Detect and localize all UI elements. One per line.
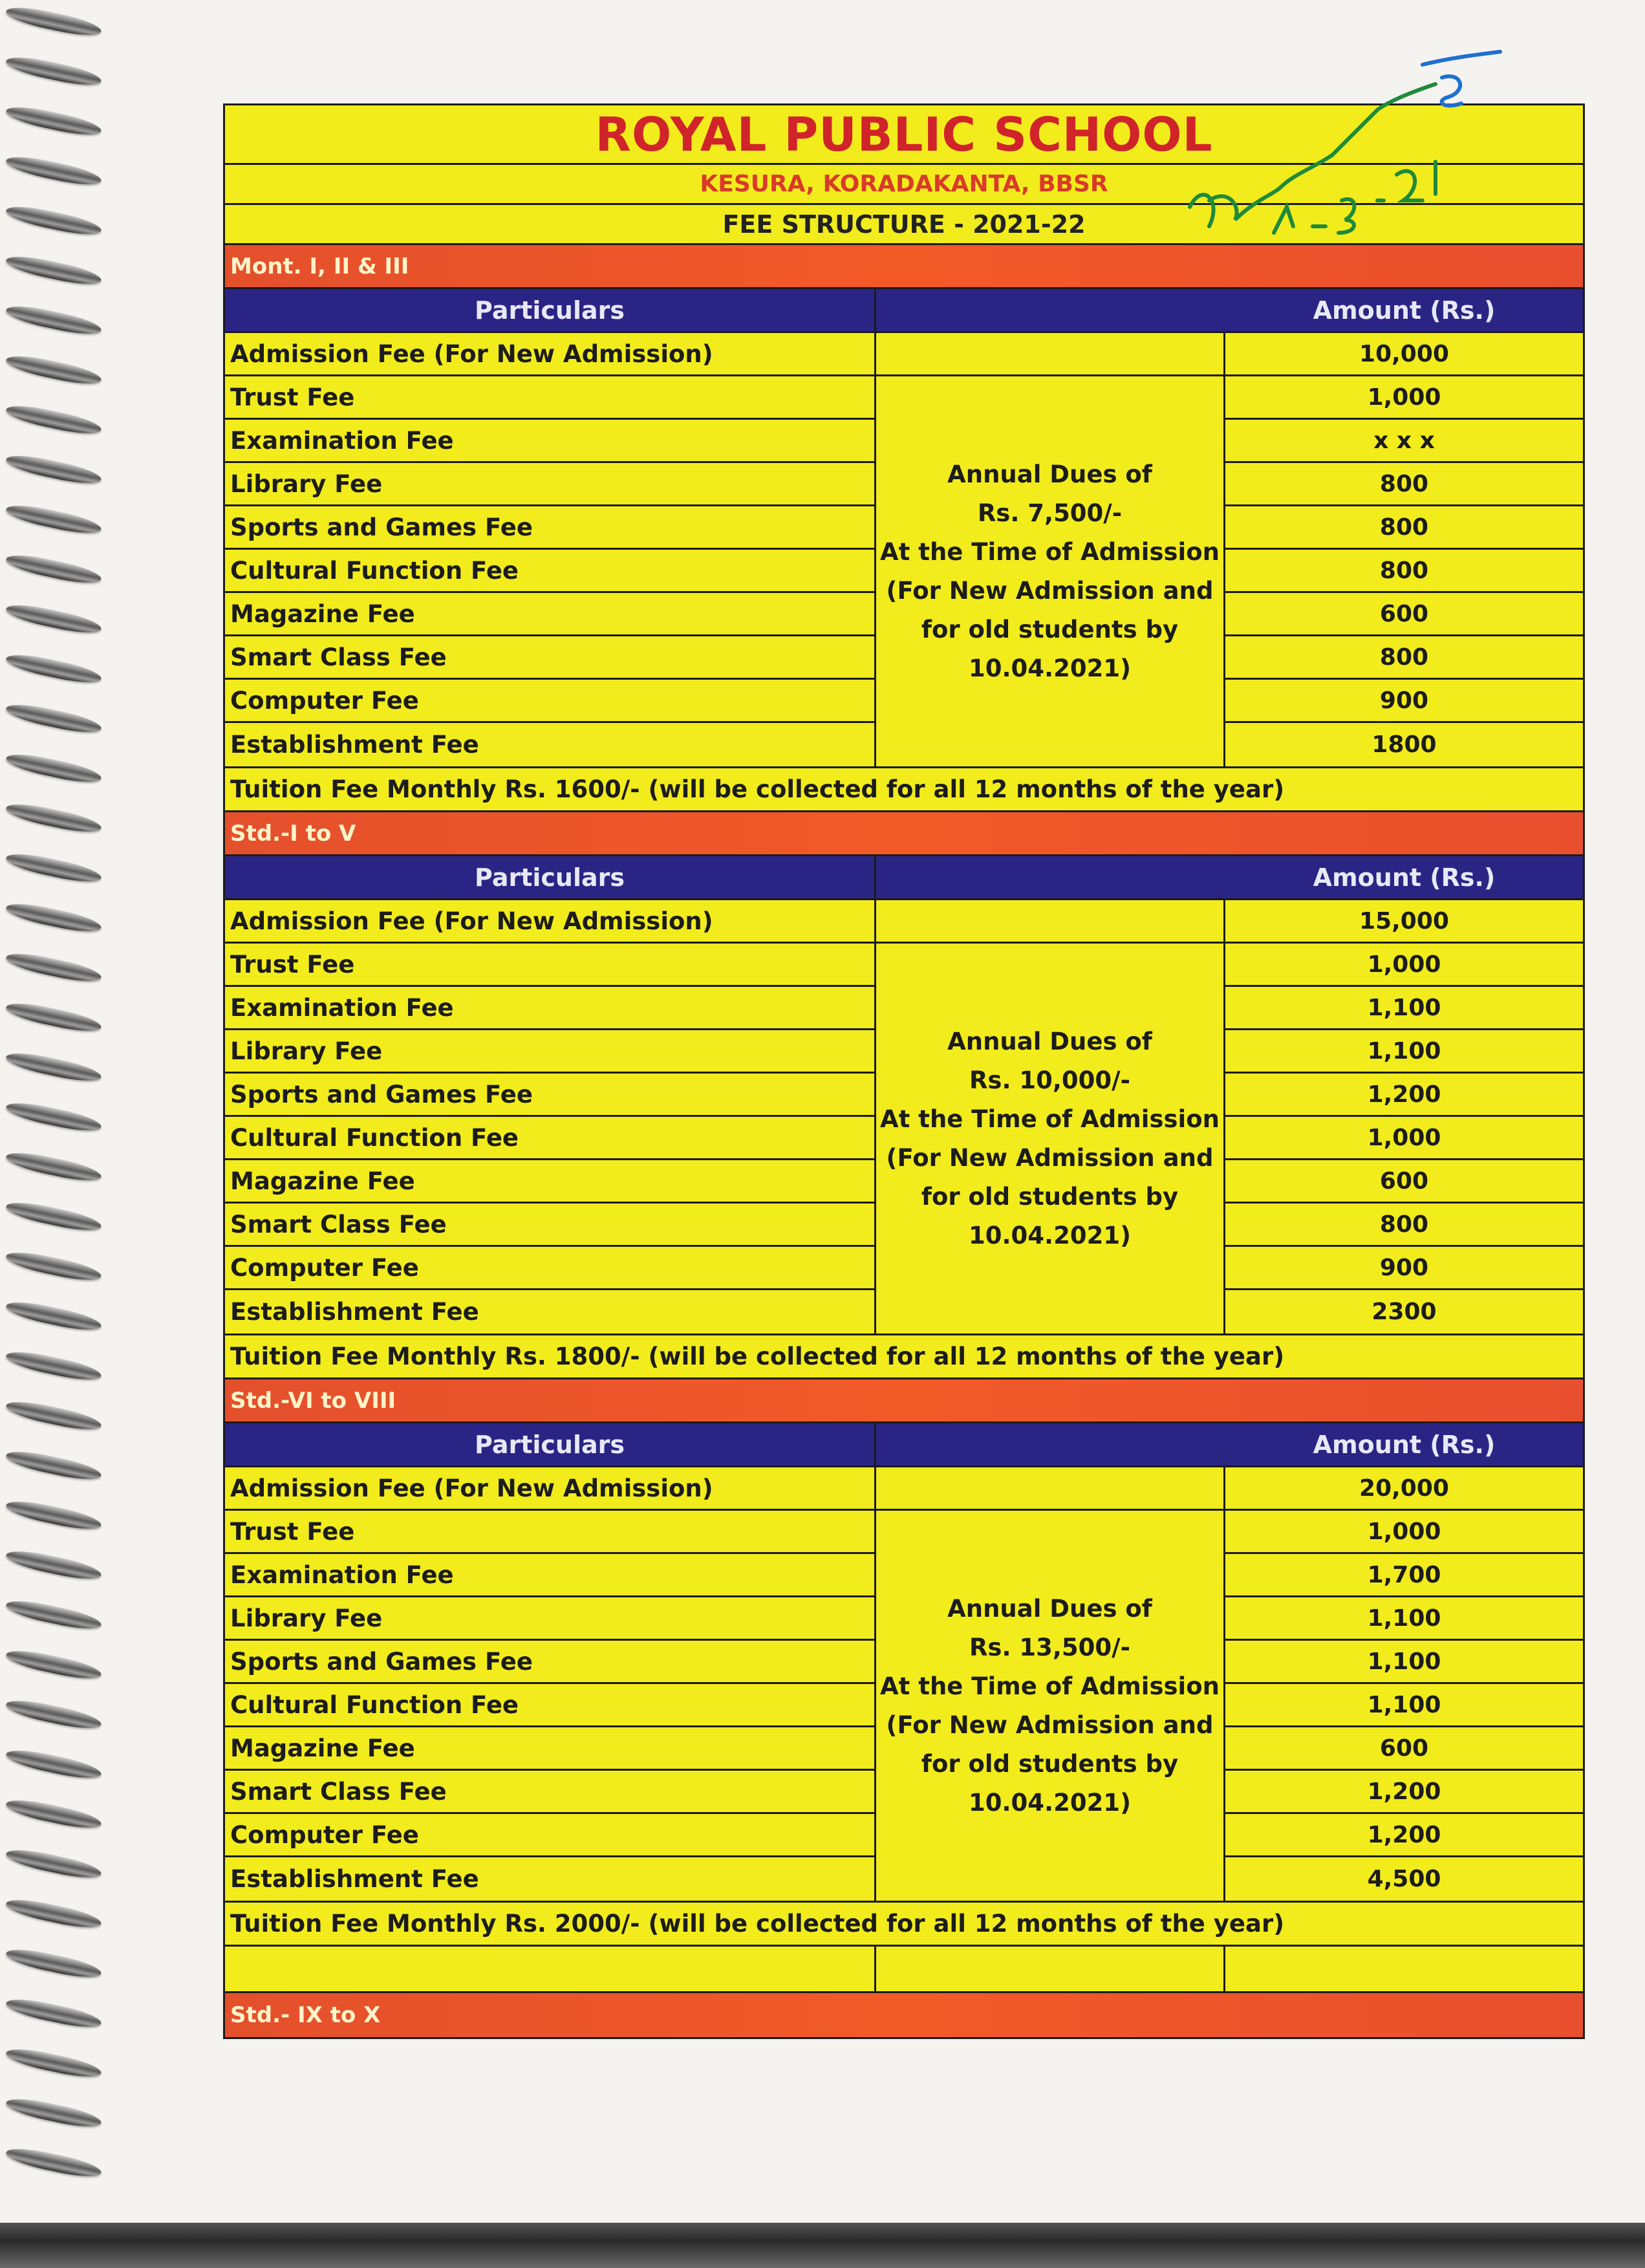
annual-dues-note [876,944,1225,1334]
binding-coil [5,1696,103,1733]
header-blank [876,856,1225,898]
admission-amount: 20,000 [1359,1474,1449,1502]
annual-dues-note-line: 10.04.2021) [969,1788,1131,1817]
fee-item-amount: 900 [1225,680,1583,723]
fee-item-amount: 600 [1225,593,1583,636]
annual-dues-note-line: for old students by [921,1749,1179,1778]
fee-item-amount: x x x [1225,420,1583,463]
header-amount: Amount (Rs.) [1313,863,1496,892]
fee-item-amount: 600 [1225,1160,1583,1204]
fee-item-amount: 800 [1225,550,1583,593]
binding-coil [5,402,103,438]
binding-coil [5,252,103,289]
fee-item-label: Sports and Games Fee [225,506,874,550]
fee-item-amount: 4,500 [1367,1866,1441,1892]
binding-coil [5,700,103,737]
fee-items-group [225,944,1583,1335]
section-title: Std.-VI to VIII [225,1379,1583,1423]
admission-row [225,333,1583,376]
header-particulars: Particulars [225,1423,876,1465]
binding-coil [5,1398,103,1434]
fee-item-label: Library Fee [225,463,874,506]
annual-dues-note [876,376,1225,766]
fee-item-amount: 1,700 [1225,1554,1583,1597]
binding-coil [5,999,103,1036]
annual-dues-note-line: Rs. 10,000/- [969,1066,1131,1094]
fee-item-amount: 1800 [1371,731,1437,758]
binding-coil [5,949,103,986]
binding-coil [5,1248,103,1285]
section-title: Std.-I to V [225,812,1583,856]
binding-coil [5,1547,103,1584]
header-amount: Amount (Rs.) [1313,296,1496,325]
binding-coil [5,900,103,936]
fee-item-label: Sports and Games Fee [225,1641,874,1684]
annual-dues-note-line: 10.04.2021) [969,654,1131,682]
binding-coil [5,153,103,189]
fee-item-amount: 1,100 [1225,1641,1583,1684]
tuition-fee-row: Tuition Fee Monthly Rs. 1800/- (will be collected for all 12 months of the year) [225,1335,1583,1379]
binding-coil [5,3,103,40]
binding-coil [5,2095,103,2132]
fee-item-amount: 1,000 [1225,1511,1583,1554]
annual-dues-note-line: (For New Admission and [886,1711,1214,1739]
binding-coil [5,800,103,837]
binding-coil [5,1796,103,1833]
fee-items-group [225,376,1583,768]
header-blank [876,289,1225,331]
fee-item-amount: 2300 [1371,1299,1437,1325]
school-address: KESURA, KORADAKANTA, BBSR [225,165,1583,205]
fee-item-label: Magazine Fee [225,1727,874,1771]
fee-item-amount: 800 [1225,463,1583,506]
binding-coil [5,1497,103,1534]
binding-coil [5,1447,103,1484]
binding-coil [5,651,103,687]
binding-coil [5,53,103,90]
fee-item-label: Examination Fee [225,1554,874,1597]
fee-item-amount: 900 [1225,1247,1583,1290]
annual-dues-note-line: Annual Dues of [947,1594,1152,1623]
fee-item-label: Smart Class Fee [225,1771,874,1814]
fee-item-label: Smart Class Fee [225,1204,874,1247]
fee-item-label: Computer Fee [225,680,874,723]
fee-item-amount: 1,000 [1225,944,1583,987]
fee-item-label: Sports and Games Fee [225,1074,874,1117]
binding-coil [5,202,103,239]
annual-dues-note-line: At the Time of Admission [880,537,1220,566]
binding-coil [5,1846,103,1883]
binding-coil [5,1895,103,1932]
annual-dues-note-line: Annual Dues of [947,460,1152,488]
fee-item-label: Magazine Fee [225,1160,874,1204]
annual-dues-note-line: Annual Dues of [947,1027,1152,1055]
fee-sections [225,245,1583,1947]
fee-item-label: Computer Fee [225,1814,874,1857]
binding-coil [5,1746,103,1783]
binding-coil [5,1348,103,1385]
fee-item-label: Library Fee [225,1030,874,1074]
fee-item-amount: 1,100 [1225,987,1583,1030]
fee-item-amount: 1,200 [1225,1771,1583,1814]
fee-structure-title: FEE STRUCTURE - 2021-22 [225,205,1583,245]
fee-item-amount: 1,100 [1225,1684,1583,1727]
admission-amount: 10,000 [1359,340,1449,367]
fee-item-label: Computer Fee [225,1247,874,1290]
fee-item-label: Examination Fee [225,420,874,463]
annual-dues-note [876,1511,1225,1901]
binding-coil [5,1995,103,2032]
fee-items-group [225,1511,1583,1903]
binding-coil [5,551,103,588]
binding-coil [5,1597,103,1634]
fee-item-label: Cultural Function Fee [225,1684,874,1727]
binding-coil [5,2045,103,2082]
school-name: ROYAL PUBLIC SCHOOL [225,105,1583,165]
binding-coil [5,103,103,140]
binding-coil [5,1647,103,1683]
fee-item-amount: 800 [1225,1204,1583,1247]
admission-label: Admission Fee (For New Admission) [225,900,876,942]
fee-item-label: Cultural Function Fee [225,1117,874,1160]
annual-dues-note-line: for old students by [921,615,1179,643]
fee-item-label: Establishment Fee [230,731,479,759]
section-title: Mont. I, II & III [225,245,1583,289]
bottom-edge [0,2223,1645,2268]
header-particulars: Particulars [225,856,876,898]
fee-item-label: Magazine Fee [225,593,874,636]
fee-item-label: Establishment Fee [230,1298,479,1326]
binding-coil [5,451,103,488]
binding-coil [5,1945,103,1982]
fee-structure-sheet [223,103,1585,2039]
binding-coil [5,2144,103,2181]
annual-dues-note-line: (For New Admission and [886,576,1214,605]
binding-coil [5,1198,103,1235]
annual-dues-note-line: (For New Admission and [886,1143,1214,1172]
header-particulars: Particulars [225,289,876,331]
admission-label: Admission Fee (For New Admission) [225,1467,876,1509]
annual-dues-note-line: At the Time of Admission [880,1105,1220,1133]
admission-amount: 15,000 [1359,907,1449,934]
section-title-ix-x: Std.- IX to X [225,1993,1583,2037]
fee-item-label: Smart Class Fee [225,636,874,680]
annual-dues-note-line: At the Time of Admission [880,1672,1220,1700]
binding-coil [5,501,103,538]
tuition-fee-row: Tuition Fee Monthly Rs. 1600/- (will be collected for all 12 months of the year) [225,768,1583,812]
binding-coil [5,302,103,339]
fee-item-amount: 1,200 [1225,1074,1583,1117]
handwritten-signature-icon [1164,39,1526,272]
fee-item-amount: 1,000 [1225,1117,1583,1160]
binding-coil [5,850,103,887]
fee-item-amount: 1,000 [1225,376,1583,420]
binding-coil [5,750,103,787]
fee-item-amount: 1,100 [1225,1030,1583,1074]
annual-dues-note-line: for old students by [921,1182,1179,1211]
admission-row [225,900,1583,944]
binding-coil [5,601,103,638]
fee-item-label: Trust Fee [225,1511,874,1554]
fee-item-amount: 800 [1225,636,1583,680]
binding-coil [5,1298,103,1335]
binding-coil [5,1099,103,1136]
admission-label: Admission Fee (For New Admission) [225,333,876,374]
fee-item-label: Establishment Fee [230,1865,479,1893]
header-amount: Amount (Rs.) [1313,1430,1496,1459]
binding-coil [5,1149,103,1185]
annual-dues-note-line: Rs. 13,500/- [969,1633,1131,1661]
fee-item-label: Trust Fee [225,944,874,987]
fee-item-label: Trust Fee [225,376,874,420]
fee-item-label: Library Fee [225,1597,874,1641]
fee-item-label: Examination Fee [225,987,874,1030]
annual-dues-note-line: Rs. 7,500/- [977,499,1123,527]
fee-item-amount: 800 [1225,506,1583,550]
fee-item-amount: 1,100 [1225,1597,1583,1641]
binding-coil [5,352,103,389]
table-header [225,289,1583,333]
fee-item-amount: 1,200 [1225,1814,1583,1857]
blank-row [225,1947,1583,1993]
fee-item-label: Cultural Function Fee [225,550,874,593]
annual-dues-note-line: 10.04.2021) [969,1221,1131,1249]
header-blank [876,1423,1225,1465]
admission-row [225,1467,1583,1511]
spiral-binding [0,0,78,2225]
table-header [225,1423,1583,1467]
binding-coil [5,1049,103,1086]
table-header [225,856,1583,900]
fee-item-amount: 600 [1225,1727,1583,1771]
tuition-fee-row: Tuition Fee Monthly Rs. 2000/- (will be collected for all 12 months of the year) [225,1903,1583,1947]
